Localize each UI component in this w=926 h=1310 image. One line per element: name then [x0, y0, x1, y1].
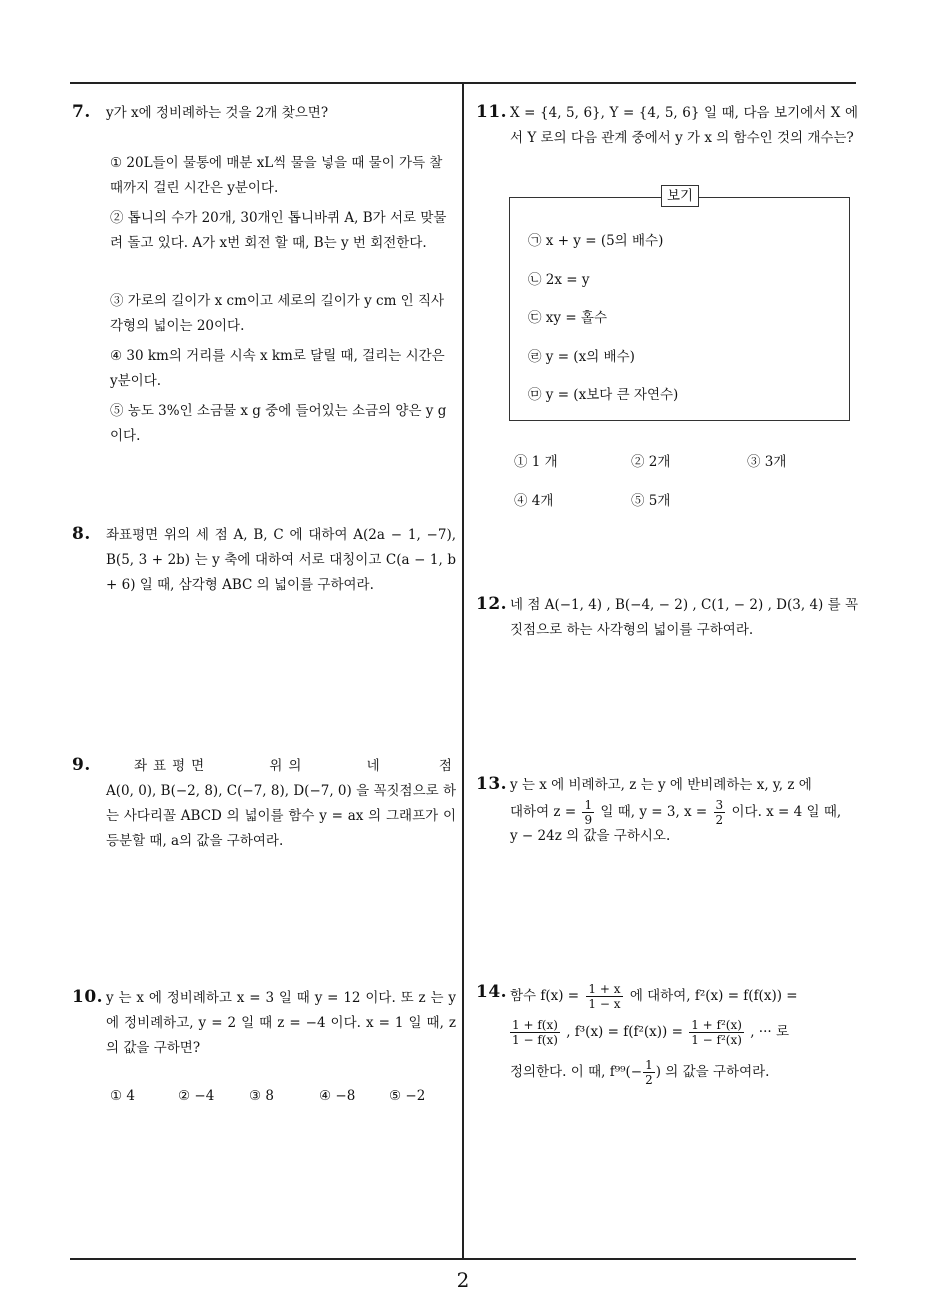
option-1: ① 4: [110, 1088, 135, 1104]
text: , f³(x) = f(f²(x)) =: [566, 1024, 683, 1040]
option-5: ⑤ −2: [389, 1088, 426, 1104]
question-line-3: [510, 1058, 769, 1087]
option-5: ⑤ 5개: [631, 493, 671, 509]
question-line-2: [510, 1018, 789, 1047]
option-4: ④ 30 km의 거리를 시속 x km로 달릴 때, 걸리는 시간은 y분이다.: [110, 348, 445, 389]
denominator: 1 − f²(x): [691, 1033, 742, 1047]
question-stem-first-line: [134, 754, 452, 779]
example-item: ㉠ x + y = (5의 배수): [528, 233, 664, 249]
question-line-2: [510, 798, 841, 827]
question-stem: y 는 x 에 정비례하고 x = 3 일 때 y = 12 이다. 또 z 는 y 에 정비례하고, y = 2 일 때 z = −4 이다. x = 1 일 때, z 의 값을 구하면?: [106, 990, 456, 1056]
denominator: 9: [584, 813, 593, 827]
option-1: ① 20L들이 물통에 매분 xL씩 물을 넣을 때 물이 가득 찰 때까지 걸린 시간은 y분이다.: [110, 155, 443, 196]
text: 함수 f(x) =: [510, 988, 580, 1004]
option-3: ③ 8: [249, 1088, 274, 1104]
fraction: [582, 798, 594, 827]
text: , ··· 로: [750, 1024, 790, 1040]
bottom-rule: [70, 1258, 856, 1260]
denominator: 1 − f(x): [512, 1033, 558, 1047]
option-5: ⑤ 농도 3%인 소금물 x g 중에 들어있는 소금의 양은 y g 이다.: [110, 403, 447, 444]
fraction: [689, 1018, 744, 1047]
question-stem: y가 x에 정비례하는 것을 2개 찾으면?: [106, 105, 329, 121]
option-1: ① 1 개: [514, 454, 558, 470]
fraction: [586, 982, 622, 1011]
denominator: 2: [645, 1073, 653, 1087]
question-number: 7.: [72, 102, 91, 122]
numerator: 1: [645, 1058, 653, 1072]
question-number: 11.: [476, 102, 508, 122]
column-divider: [462, 82, 464, 1259]
text: ) 의 값을 구하여라.: [655, 1064, 770, 1080]
example-item: ㉣ y = (x의 배수): [528, 349, 635, 365]
option-4: ④ 4개: [514, 493, 554, 509]
text: 정의한다. 이 때, f⁹⁹(−: [510, 1064, 643, 1080]
numerator: 1 + x: [588, 982, 621, 996]
text: 대하여 z =: [510, 804, 577, 820]
example-item: ㉢ xy = 홀수: [528, 310, 608, 326]
question-number: 9.: [72, 755, 91, 775]
text: 이다. x = 4 일 때,: [731, 804, 842, 820]
question-stem: A(0, 0), B(−2, 8), C(−7, 8), D(−7, 0) 을 꼭짓점으로 하는 사다리꼴 ABCD 의 넓이를 함수 y = ax 의 그래프가 이등분할 때, a의 값을 구하여라.: [106, 783, 456, 849]
example-item: ㉡ 2x = y: [528, 272, 590, 288]
question-number: 8.: [72, 524, 91, 544]
text: 에 대하여, f²(x) = f(f(x)) =: [629, 988, 798, 1004]
question-number: 13.: [476, 774, 508, 794]
fraction: [714, 798, 726, 827]
fraction: [510, 1018, 560, 1047]
text: 일 때, y = 3, x =: [600, 804, 708, 820]
page-number: 2: [456, 1268, 470, 1292]
option-2: ② −4: [178, 1088, 215, 1104]
example-box: [509, 188, 850, 421]
question-number: 10.: [72, 987, 104, 1007]
option-2: ② 2개: [631, 454, 671, 470]
question-line-1: y 는 x 에 비례하고, z 는 y 에 반비례하는 x, y, z 에: [510, 777, 812, 793]
numerator: 1: [584, 798, 593, 812]
example-item: ㉤ y = (x보다 큰 자연수): [528, 387, 679, 403]
question-line-3: y − 24z 의 값을 구하시오.: [510, 828, 671, 844]
question-number: 12.: [476, 594, 508, 614]
example-box-title: 보기: [661, 185, 699, 207]
word: 네: [366, 758, 380, 774]
denominator: 1 − x: [588, 997, 621, 1011]
numerator: 1 + f(x): [512, 1018, 558, 1032]
question-stem: X = {4, 5, 6}, Y = {4, 5, 6} 일 때, 다음 보기에서 X 에서 Y 로의 다음 관계 중에서 y 가 x 의 함수인 것의 개수는?: [510, 105, 858, 146]
question-stem: 좌표평면 위의 세 점 A, B, C 에 대하여 A(2a − 1, −7), B(5, 3 + 2b) 는 y 축에 대하여 서로 대칭이고 C(a − 1, b + 6) 일 때, 삼각형 ABC 의 넓이를 구하여라.: [106, 527, 456, 593]
word: 위의: [269, 758, 308, 774]
denominator: 2: [715, 813, 724, 827]
numerator: 1 + f²(x): [691, 1018, 742, 1032]
numerator: 3: [715, 798, 724, 812]
option-3: ③ 3개: [747, 454, 787, 470]
question-line-1: [510, 982, 798, 1011]
option-4: ④ −8: [319, 1088, 356, 1104]
question-stem: 네 점 A(−1, 4) , B(−4, − 2) , C(1, − 2) , D(3, 4) 를 꼭짓점으로 하는 사각형의 넓이를 구하여라.: [510, 597, 858, 638]
word: 점: [438, 758, 452, 774]
fraction: [643, 1058, 655, 1087]
option-2: ② 톱니의 수가 20개, 30개인 톱니바퀴 A, B가 서로 맞물려 돌고 있다. A가 x번 회전 할 때, B는 y 번 회전한다.: [110, 210, 447, 251]
word: 좌표평면: [134, 758, 211, 774]
option-3: ③ 가로의 길이가 x cm이고 세로의 길이가 y cm 인 직사각형의 넓이는 20이다.: [110, 293, 445, 334]
question-number: 14.: [476, 982, 508, 1002]
